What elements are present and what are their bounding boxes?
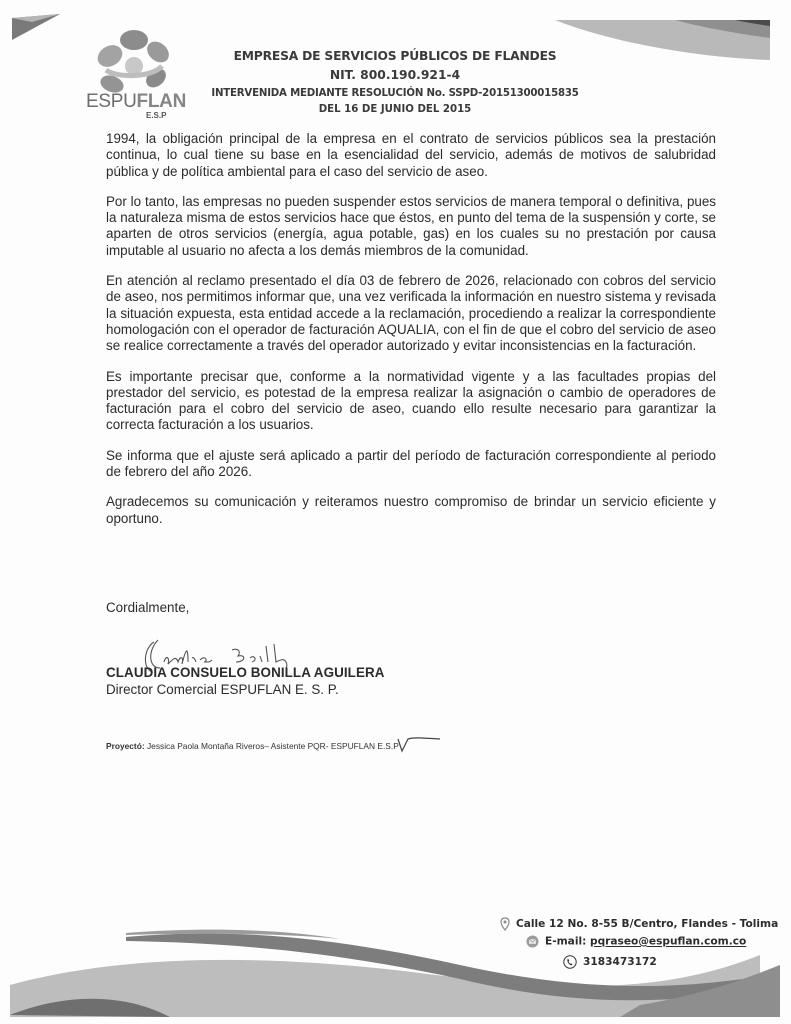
body-paragraph: En atención al reclamo presentado el día 03 de febrero de 2026, relacionado con cobros del servicio de aseo, nos permitimos informar que, una vez verificada la información en nuestro sistema y revisada la situación expuesta, esta entidad accede a la reclamación, procediendo a realizar la correspondiente homologación con el operador de facturación AQUALIA, con el fin de que el cobro del servicio de aseo se realice correctamente a través del operador autorizado y evitar inconsistencias en la facturación.: [106, 273, 716, 354]
projected-by-note: [106, 741, 399, 751]
projected-label: Proyectó:: [106, 741, 145, 751]
address-text: Calle 12 No. 8-55 B/Centro, Flandes - Tolima: [516, 918, 779, 930]
body-paragraph: 1994, la obligación principal de la empresa en el contrato de servicios públicos sea la prestación continua, lo cual tiene su base en la esencialidad del servicio, además de motivos de salubridad pública y de política ambiental para el caso del servicio de aseo.: [106, 131, 716, 179]
email-label: E-mail:: [545, 935, 591, 948]
initials-mark: [396, 735, 444, 753]
signer-name: CLAUDIA CONSUELO BONILLA AGUILERA: [106, 665, 385, 680]
body-paragraph: Agradecemos su comunicación y reiteramos nuestro compromiso de brindar un servicio eficiente y oportuno.: [106, 494, 716, 526]
logo-word-light: ESPU: [86, 91, 137, 112]
footer-swoosh-decoration: [0, 925, 791, 1024]
email-link[interactable]: pqraseo@espuflan.com.co: [590, 935, 747, 948]
company-nit: NIT. 800.190.921-4: [329, 68, 461, 82]
resolution-date: DEL 16 DE JUNIO DEL 2015: [318, 104, 472, 115]
letter-body: [106, 131, 716, 541]
letterhead: [200, 46, 590, 118]
corner-decoration: [12, 14, 60, 40]
body-paragraph: Es importante precisar que, conforme a la normatividad vigente y a las facultades propias del prestador del servicio, es potestad de la empresa realizar la asignación o cambio de operadores de facturación para el cobro del servicio de aseo, cuando ello resulte necesario para garantizar la correcta facturación a los usuarios.: [106, 368, 716, 433]
phone-number: 3183473172: [583, 956, 657, 968]
closing-salutation: Cordialmente,: [106, 600, 190, 615]
projected-text: Jessica Paola Montaña Riveros– Asistente PQR- ESPUFLAN E.S.P: [144, 741, 399, 751]
body-paragraph: Se informa que el ajuste será aplicado a partir del período de facturación correspondiente al periodo de febrero del año 2026.: [106, 447, 716, 480]
logo-subtitle: E.S.P: [146, 111, 167, 120]
logo-word-bold: FLAN: [136, 91, 187, 112]
company-name: EMPRESA DE SERVICIOS PÚBLICOS DE FLANDES: [233, 49, 557, 63]
signer-title: Director Comercial ESPUFLAN E. S. P.: [106, 682, 339, 697]
logo-wordmark: [86, 91, 186, 113]
body-paragraph: Por lo tanto, las empresas no pueden suspender estos servicios de manera temporal o definitiva, pues la naturaleza misma de estos servicios hace que éstos, en punto del tema de la suspensión y corte, se aparten de otros servicios (energía, agua potable, gas) en los cuales su no prestación por causa imputable al usuario no afecta a los demás miembros de la comunidad.: [106, 193, 716, 258]
intervention-resolution: INTERVENIDA MEDIANTE RESOLUCIÓN No. SSPD-20151300015835: [211, 88, 579, 99]
